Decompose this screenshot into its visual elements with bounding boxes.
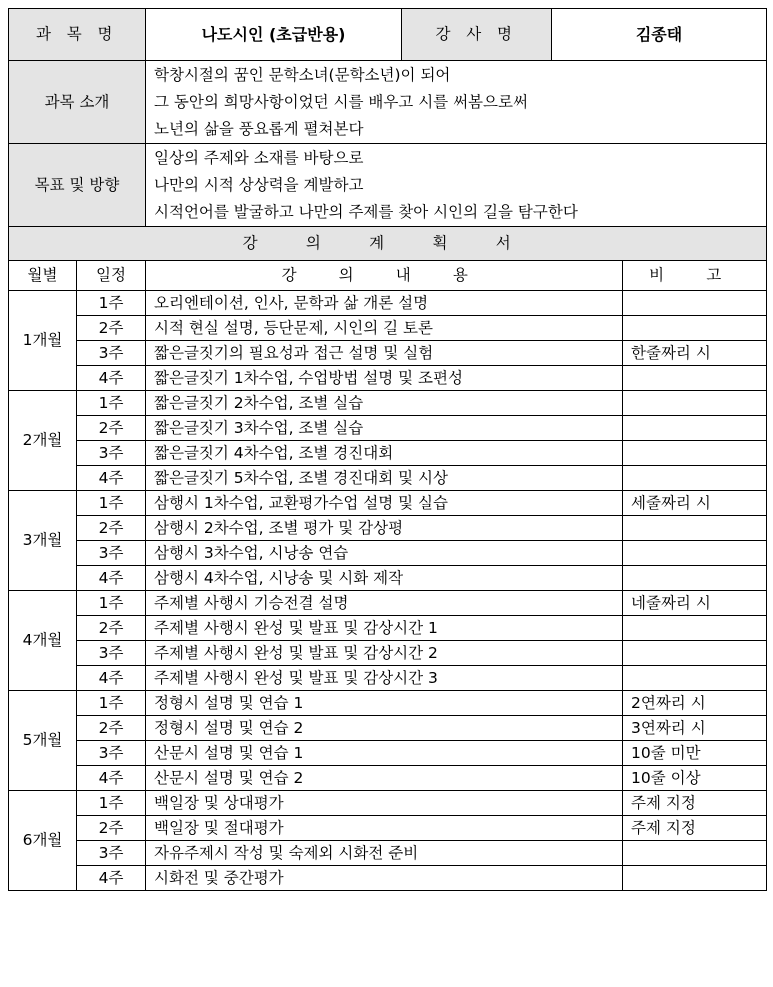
table-row bbox=[9, 541, 767, 566]
week-cell: 3주 bbox=[77, 741, 146, 766]
note-cell bbox=[623, 641, 767, 666]
content-cell: 백일장 및 상대평가 bbox=[146, 791, 623, 816]
note-cell bbox=[623, 566, 767, 591]
note-cell bbox=[623, 466, 767, 491]
course-label: 과 목 명 bbox=[9, 9, 146, 61]
syllabus-document bbox=[8, 8, 766, 980]
table-row bbox=[9, 291, 767, 316]
week-cell: 2주 bbox=[77, 516, 146, 541]
content-cell: 짧은글짓기 2차수업, 조별 실습 bbox=[146, 391, 623, 416]
table-row bbox=[9, 691, 767, 716]
week-cell: 4주 bbox=[77, 866, 146, 891]
syllabus-table bbox=[8, 8, 767, 891]
content-cell: 시화전 및 중간평가 bbox=[146, 866, 623, 891]
col-week-header: 일정 bbox=[77, 261, 146, 291]
table-row bbox=[9, 791, 767, 816]
week-cell: 1주 bbox=[77, 791, 146, 816]
note-cell: 3연짜리 시 bbox=[623, 716, 767, 741]
table-row bbox=[9, 416, 767, 441]
content-cell: 정형시 설명 및 연습 2 bbox=[146, 716, 623, 741]
table-row bbox=[9, 616, 767, 641]
table-row bbox=[9, 516, 767, 541]
note-cell bbox=[623, 516, 767, 541]
table-row bbox=[9, 316, 767, 341]
content-cell: 오리엔테이션, 인사, 문학과 삶 개론 설명 bbox=[146, 291, 623, 316]
table-row bbox=[9, 741, 767, 766]
note-cell bbox=[623, 291, 767, 316]
intro-line: 그 동안의 희망사항이었던 시를 배우고 시를 써봄으로써 bbox=[154, 92, 528, 111]
week-cell: 1주 bbox=[77, 691, 146, 716]
table-row bbox=[9, 766, 767, 791]
month-cell: 1개월 bbox=[9, 291, 77, 391]
note-cell: 네줄짜리 시 bbox=[623, 591, 767, 616]
note-cell bbox=[623, 866, 767, 891]
goals-line: 나만의 시적 상상력을 계발하고 bbox=[154, 175, 364, 194]
week-cell: 2주 bbox=[77, 716, 146, 741]
week-cell: 1주 bbox=[77, 491, 146, 516]
content-cell: 삼행시 3차수업, 시낭송 연습 bbox=[146, 541, 623, 566]
note-cell bbox=[623, 541, 767, 566]
content-cell: 짧은글짓기의 필요성과 접근 설명 및 실험 bbox=[146, 341, 623, 366]
week-cell: 2주 bbox=[77, 416, 146, 441]
content-cell: 산문시 설명 및 연습 1 bbox=[146, 741, 623, 766]
month-cell: 6개월 bbox=[9, 791, 77, 891]
content-cell: 짧은글짓기 3차수업, 조별 실습 bbox=[146, 416, 623, 441]
content-cell: 주제별 사행시 완성 및 발표 및 감상시간 2 bbox=[146, 641, 623, 666]
week-cell: 1주 bbox=[77, 591, 146, 616]
table-row bbox=[9, 716, 767, 741]
table-row bbox=[9, 566, 767, 591]
instructor-name: 김종태 bbox=[552, 9, 767, 61]
table-row bbox=[9, 666, 767, 691]
content-cell: 주제별 사행시 완성 및 발표 및 감상시간 3 bbox=[146, 666, 623, 691]
note-cell: 10줄 미만 bbox=[623, 741, 767, 766]
content-cell: 자유주제시 작성 및 숙제외 시화전 준비 bbox=[146, 841, 623, 866]
week-cell: 1주 bbox=[77, 291, 146, 316]
table-row bbox=[9, 841, 767, 866]
table-row bbox=[9, 391, 767, 416]
week-cell: 4주 bbox=[77, 666, 146, 691]
table-row bbox=[9, 491, 767, 516]
content-cell: 삼행시 4차수업, 시낭송 및 시화 제작 bbox=[146, 566, 623, 591]
content-cell: 주제별 사행시 완성 및 발표 및 감상시간 1 bbox=[146, 616, 623, 641]
month-cell: 2개월 bbox=[9, 391, 77, 491]
note-cell: 2연짜리 시 bbox=[623, 691, 767, 716]
col-content-header: 강 의 내 용 bbox=[146, 261, 623, 291]
week-cell: 3주 bbox=[77, 641, 146, 666]
content-cell: 삼행시 2차수업, 조별 평가 및 감상평 bbox=[146, 516, 623, 541]
instructor-label: 강 사 명 bbox=[402, 9, 552, 61]
note-cell bbox=[623, 316, 767, 341]
intro-line: 노년의 삶을 풍요롭게 펼쳐본다 bbox=[154, 119, 364, 138]
goals-label: 목표 및 방향 bbox=[9, 144, 146, 227]
note-cell: 주제 지정 bbox=[623, 791, 767, 816]
note-cell bbox=[623, 366, 767, 391]
content-cell: 산문시 설명 및 연습 2 bbox=[146, 766, 623, 791]
week-cell: 4주 bbox=[77, 766, 146, 791]
intro-line: 학창시절의 꿈인 문학소녀(문학소년)이 되어 bbox=[154, 65, 451, 84]
note-cell: 주제 지정 bbox=[623, 816, 767, 841]
week-cell: 2주 bbox=[77, 816, 146, 841]
note-cell bbox=[623, 841, 767, 866]
goals-text bbox=[146, 144, 767, 227]
content-cell: 정형시 설명 및 연습 1 bbox=[146, 691, 623, 716]
note-cell bbox=[623, 666, 767, 691]
table-row bbox=[9, 341, 767, 366]
month-cell: 5개월 bbox=[9, 691, 77, 791]
plan-header-row bbox=[9, 261, 767, 291]
goals-line: 시적언어를 발굴하고 나만의 주제를 찾아 시인의 길을 탐구한다 bbox=[154, 202, 578, 221]
intro-label: 과목 소개 bbox=[9, 61, 146, 144]
content-cell: 주제별 사행시 기승전결 설명 bbox=[146, 591, 623, 616]
week-cell: 4주 bbox=[77, 366, 146, 391]
month-cell: 3개월 bbox=[9, 491, 77, 591]
week-cell: 3주 bbox=[77, 541, 146, 566]
table-row bbox=[9, 441, 767, 466]
month-cell: 4개월 bbox=[9, 591, 77, 691]
plan-title: 강 의 계 획 서 bbox=[9, 227, 767, 261]
week-cell: 2주 bbox=[77, 616, 146, 641]
goals-row bbox=[9, 144, 767, 227]
content-cell: 백일장 및 절대평가 bbox=[146, 816, 623, 841]
week-cell: 3주 bbox=[77, 441, 146, 466]
week-cell: 3주 bbox=[77, 841, 146, 866]
note-cell bbox=[623, 616, 767, 641]
course-name: 나도시인 (초급반용) bbox=[146, 9, 402, 61]
header-row bbox=[9, 9, 767, 61]
table-row bbox=[9, 816, 767, 841]
goals-line: 일상의 주제와 소재를 바탕으로 bbox=[154, 148, 364, 167]
plan-title-row bbox=[9, 227, 767, 261]
content-cell: 짧은글짓기 1차수업, 수업방법 설명 및 조편성 bbox=[146, 366, 623, 391]
note-cell: 10줄 이상 bbox=[623, 766, 767, 791]
content-cell: 짧은글짓기 5차수업, 조별 경진대회 및 시상 bbox=[146, 466, 623, 491]
note-cell bbox=[623, 441, 767, 466]
content-cell: 시적 현실 설명, 등단문제, 시인의 길 토론 bbox=[146, 316, 623, 341]
table-row bbox=[9, 591, 767, 616]
intro-row bbox=[9, 61, 767, 144]
table-row bbox=[9, 366, 767, 391]
week-cell: 4주 bbox=[77, 566, 146, 591]
week-cell: 4주 bbox=[77, 466, 146, 491]
table-row bbox=[9, 466, 767, 491]
table-row bbox=[9, 641, 767, 666]
content-cell: 짧은글짓기 4차수업, 조별 경진대회 bbox=[146, 441, 623, 466]
week-cell: 2주 bbox=[77, 316, 146, 341]
content-cell: 삼행시 1차수업, 교환평가수업 설명 및 실습 bbox=[146, 491, 623, 516]
note-cell: 한줄짜리 시 bbox=[623, 341, 767, 366]
week-cell: 1주 bbox=[77, 391, 146, 416]
col-month-header: 월별 bbox=[9, 261, 77, 291]
table-row bbox=[9, 866, 767, 891]
note-cell: 세줄짜리 시 bbox=[623, 491, 767, 516]
week-cell: 3주 bbox=[77, 341, 146, 366]
note-cell bbox=[623, 416, 767, 441]
intro-text bbox=[146, 61, 767, 144]
note-cell bbox=[623, 391, 767, 416]
col-note-header: 비 고 bbox=[623, 261, 767, 291]
